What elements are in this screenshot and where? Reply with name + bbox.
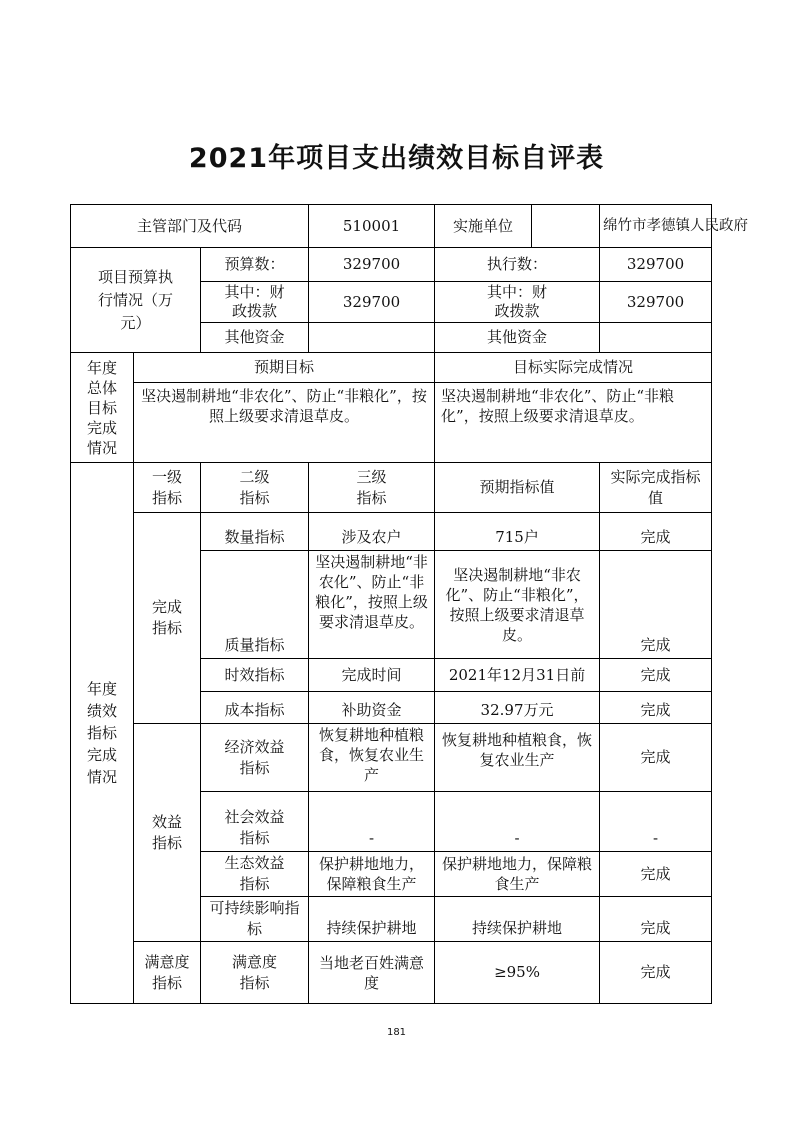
- col-level3: 三级指标: [309, 463, 435, 513]
- fiscal-exec: 329700: [600, 282, 712, 323]
- expected-goal-text: 坚决遏制耕地“非农化”、防止“非粮化”，按照上级要求清退草皮。: [134, 383, 435, 463]
- perf-header-row: [71, 463, 712, 513]
- table-row: [71, 942, 712, 1004]
- actual-cell: 完成: [600, 513, 712, 551]
- expected-cell: 715户: [435, 513, 600, 551]
- other-label: 其他资金: [201, 323, 309, 353]
- exec-label: 执行数：: [435, 248, 600, 282]
- budget-value: 329700: [309, 248, 435, 282]
- budget-section-label: 项目预算执行情况（万元）: [71, 248, 201, 353]
- level2-cell: 成本指标: [201, 692, 309, 724]
- actual-cell: 完成: [600, 942, 712, 1004]
- level2-cell: 时效指标: [201, 659, 309, 692]
- group-satisfaction: 满意度指标: [134, 942, 201, 1004]
- col-level2: 二级指标: [201, 463, 309, 513]
- level2-cell: 经济效益指标: [201, 724, 309, 792]
- expected-cell: 恢复耕地种植粮食，恢复农业生产: [435, 724, 600, 792]
- actual-cell: 完成: [600, 659, 712, 692]
- level3-cell: 涉及农户: [309, 513, 435, 551]
- level3-cell: 坚决遏制耕地“非农化”、防止“非粮化”，按照上级要求清退草皮。: [309, 551, 435, 659]
- expected-cell: 坚决遏制耕地“非农化”、防止“非粮化”，按照上级要求清退草皮。: [435, 551, 600, 659]
- fiscal-exec-label: 其中：财政拨款: [435, 282, 600, 323]
- dept-code: 510001: [309, 205, 435, 248]
- level3-cell: 恢复耕地种植粮食，恢复农业生产: [309, 724, 435, 792]
- table-row: [71, 513, 712, 551]
- dept-label: 主管部门及代码: [71, 205, 309, 248]
- fiscal-budget: 329700: [309, 282, 435, 323]
- level3-cell: 保护耕地地力，保障粮食生产: [309, 852, 435, 897]
- table-row: [71, 724, 712, 792]
- col-level1: 一级指标: [134, 463, 201, 513]
- level3-cell: 当地老百姓满意度: [309, 942, 435, 1004]
- actual-goal-header: 目标实际完成情况: [435, 353, 712, 383]
- expected-cell: 32.97万元: [435, 692, 600, 724]
- actual-cell: 完成: [600, 551, 712, 659]
- page-number: 181: [386, 1027, 407, 1038]
- actual-goal-text: 坚决遏制耕地“非农化”、防止“非粮化”，按照上级要求清退草皮。: [435, 383, 712, 463]
- level2-cell: 社会效益指标: [201, 792, 309, 852]
- level3-cell: 完成时间: [309, 659, 435, 692]
- col-actual: 实际完成指标值: [600, 463, 712, 513]
- group-completion: 完成指标: [134, 513, 201, 724]
- level2-cell: 生态效益指标: [201, 852, 309, 897]
- actual-cell: 完成: [600, 692, 712, 724]
- goal-header-row: [71, 353, 712, 383]
- actual-cell: 完成: [600, 852, 712, 897]
- actual-cell: 完成: [600, 897, 712, 942]
- perf-section-label: 年度绩效指标完成情况: [71, 463, 134, 1004]
- actual-cell: -: [600, 792, 712, 852]
- level2-cell: 满意度指标: [201, 942, 309, 1004]
- budget-row: [71, 248, 712, 282]
- page-title: 2021年项目支出绩效目标自评表: [188, 143, 605, 174]
- level3-cell: 补助资金: [309, 692, 435, 724]
- other-exec-label: 其他资金: [435, 323, 600, 353]
- goal-content-row: [71, 383, 712, 463]
- performance-table: [70, 204, 749, 1004]
- expected-cell: 持续保护耕地: [435, 897, 600, 942]
- expected-goal-header: 预期目标: [134, 353, 435, 383]
- group-benefit: 效益指标: [134, 724, 201, 942]
- exec-value: 329700: [600, 248, 712, 282]
- level3-cell: -: [309, 792, 435, 852]
- level2-cell: 数量指标: [201, 513, 309, 551]
- budget-label: 预算数：: [201, 248, 309, 282]
- expected-cell: ≥95%: [435, 942, 600, 1004]
- level2-cell: 可持续影响指标: [201, 897, 309, 942]
- expected-cell: 2021年12月31日前: [435, 659, 600, 692]
- header-row: [71, 205, 712, 248]
- expected-cell: 保护耕地地力，保障粮食生产: [435, 852, 600, 897]
- level3-cell: 持续保护耕地: [309, 897, 435, 942]
- actual-cell: 完成: [600, 724, 712, 792]
- unit-name: 绵竹市孝德镇人民政府: [600, 205, 712, 248]
- unit-label: 实施单位: [435, 205, 532, 247]
- fiscal-label: 其中：财政拨款: [201, 282, 309, 323]
- expected-cell: -: [435, 792, 600, 852]
- col-expected: 预期指标值: [435, 463, 600, 513]
- goal-section-label: 年度总体目标完成情况: [71, 353, 134, 463]
- level2-cell: 质量指标: [201, 551, 309, 659]
